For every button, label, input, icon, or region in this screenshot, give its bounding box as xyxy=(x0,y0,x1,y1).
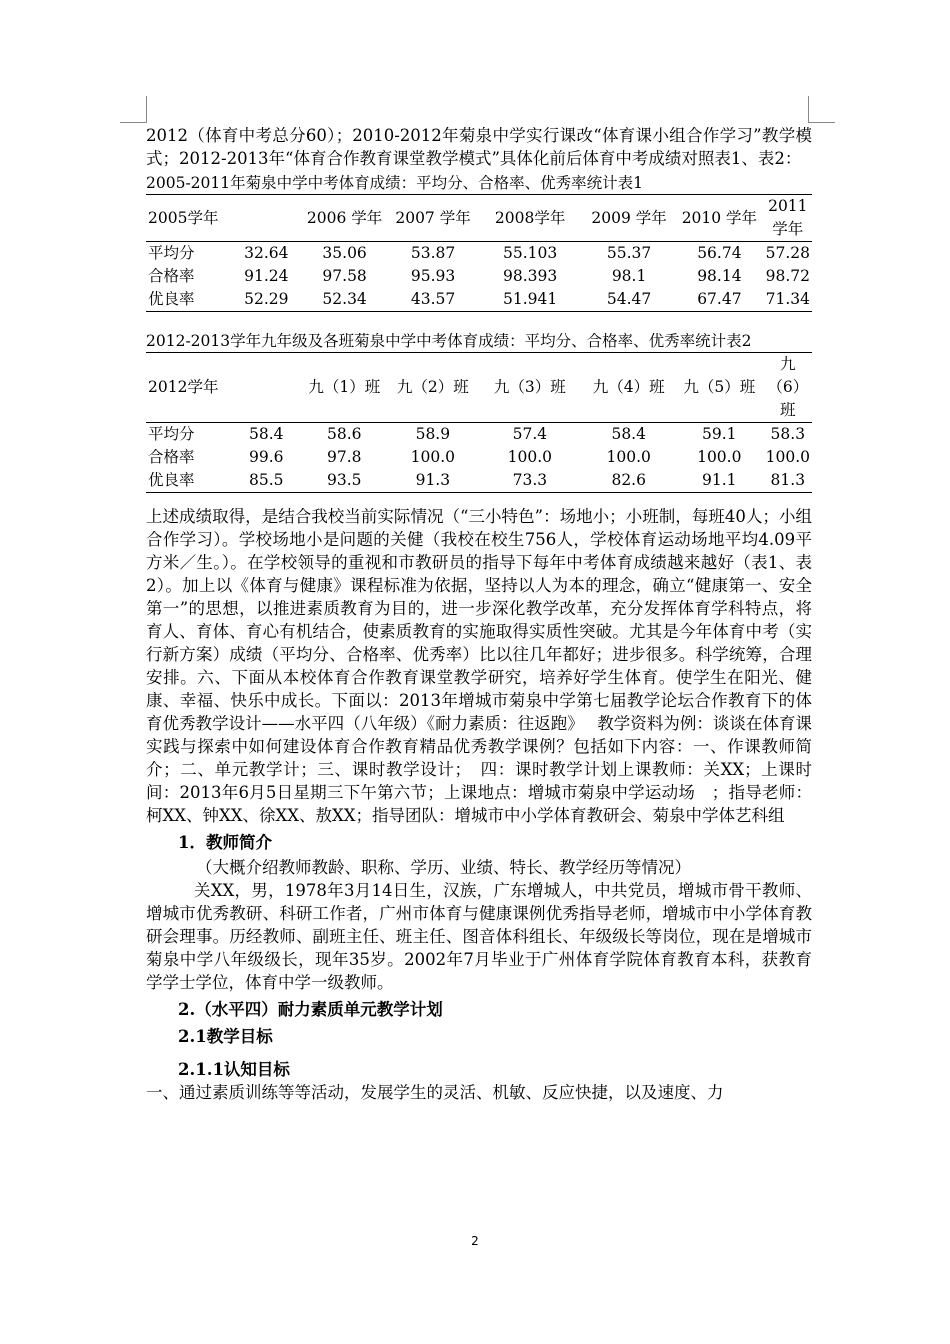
table-cell: 98.72 xyxy=(765,267,810,285)
table-row xyxy=(146,265,812,288)
table-cell: 52.34 xyxy=(300,288,388,312)
table1-header-cell: 2005学年 xyxy=(146,195,232,242)
table-cell: 58.4 xyxy=(611,425,646,443)
table2-caption: 2012-2013学年九年级及各班菊泉中学中考体育成绩：平均分、合格率、优秀率统计表2 xyxy=(146,332,752,350)
table-cell: 57.4 xyxy=(512,425,548,443)
table-cell: 91.1 xyxy=(675,469,764,493)
table-cell: 52.29 xyxy=(232,288,300,312)
body-paragraph: 上述成绩取得，是结合我校当前实际情况（“三小特色”：场地小；小班制，每班40人；小组合作学习）。学校场地小是问题的关健（我校在校生756人，学校体育运动场地平均4.09平方米／生。）。在学校领导的重视和市教研员的指导下每年中考体育成绩越来越好（表1、表2）。加上以《体育与健康》课程标准为依据，坚持以人为本的理念，确立“健康第一、安全第一”的思想，以推进素质教育为目的，进一步深化教学改革，充分发挥体育学科特点，将育人、育体、育心有机结合，使素质教育的实施取得实质性突破。尤其是今年体育中考（实行新方案）成绩（平均分、合格率、优秀率）比以往几年都好；进步很多。科学统筹，合理安排。六、下面从本校体育合作教育课堂教学研究，培养好学生体育。使学生在阳光、健康、幸福、快乐中成长。下面以：2013年增城市菊泉中学第七届教学论坛合作教育下的体育优秀教学设计——水平四（八年级）《耐力素质：往返跑》 教学资料为例：谈谈在体育课实践与探索中如何建设体育合作教育精品优秀教学课例？包括如下内容：一、作课教师简介；二、单元教学计；三、课时教学设计； 四：课时教学计划上课教师：关XX；上课时间：2013年6月5日星期三下午第六节；上课地点：增城市菊泉中学运动场 ；指导老师：柯XX、钟XX、徐XX、敖XX；指导团队：增城市中小学体育教研会、菊泉中学体艺科组 xyxy=(146,507,812,825)
section1-heading: 1．教师简介 xyxy=(178,833,272,852)
table-cell: 93.5 xyxy=(300,469,388,493)
section2-heading: 2.（水平四）耐力素质单元教学计划 xyxy=(178,1000,443,1019)
teacher-bio: 关XX，男，1978年3月14日生，汉族，广东增城人，中共党员，增城市骨干教师、增城市优秀教研、科研工作者，广州市体育与健康课例优秀指导老师，增城市中小学体育教研会理事。历经教师、副班主任、班主任、图音体科组长、年级级长等岗位，现在是增城市菊泉中学八年级级长，现年35岁。2002年7月毕业于广州体育学院体育教育本科，获教育学学士学位，体育中学一级教师。 xyxy=(146,881,812,992)
intro-paragraph: 2012（体育中考总分60）；2010-2012年菊泉中学实行课改“体育课小组合作学习”教学模式；2012-2013年“体育合作教育课堂教学模式”具体化前后体育中考成绩对照表1、表2： xyxy=(146,126,812,168)
table-cell: 97.8 xyxy=(327,448,362,466)
section2-sub2-heading: 2.1.1认知目标 xyxy=(178,1060,290,1079)
table-row xyxy=(146,446,812,469)
table-cell: 99.6 xyxy=(249,448,284,466)
table-cell: 43.57 xyxy=(389,288,477,312)
table1-header-cell xyxy=(232,195,300,242)
table1 xyxy=(146,194,812,312)
table-cell: 平均分 xyxy=(148,425,195,443)
table-cell: 35.06 xyxy=(322,244,367,262)
page-content xyxy=(146,124,812,1104)
table2-header-cell: 九（3）班 xyxy=(477,353,582,423)
table-cell: 91.3 xyxy=(389,469,478,493)
table-cell: 54.47 xyxy=(583,288,675,312)
table2-header-cell: 九（5）班 xyxy=(675,353,764,423)
crop-mark-top-left xyxy=(120,96,147,123)
table-row xyxy=(146,242,812,266)
section1-note: （大概介绍教师教龄、职称、学历、业绩、特长、教学经历等情况） xyxy=(196,858,691,877)
table-cell: 100.0 xyxy=(606,448,651,466)
table1-caption: 2005-2011年菊泉中学中考体育成绩：平均分、合格率、优秀率统计表1 xyxy=(146,174,643,192)
table-row xyxy=(146,469,812,493)
table-cell: 58.9 xyxy=(415,425,451,443)
table2 xyxy=(146,352,812,493)
table2-header-cell xyxy=(232,353,300,423)
table2-header-cell: 九（6）班 xyxy=(764,353,812,423)
table-cell: 合格率 xyxy=(148,267,195,285)
table-cell: 53.87 xyxy=(410,244,456,262)
table-cell: 98.14 xyxy=(697,267,742,285)
table2-header-cell: 九（1）班 xyxy=(300,353,388,423)
table1-header-cell: 2006 学年 xyxy=(300,195,388,242)
page-number: 2 xyxy=(471,1234,479,1248)
table-cell: 58.4 xyxy=(249,425,284,443)
table-cell: 71.34 xyxy=(764,288,812,312)
table-row xyxy=(146,423,812,447)
table-cell: 73.3 xyxy=(477,469,582,493)
table-cell: 合格率 xyxy=(148,448,195,466)
table-cell: 82.6 xyxy=(583,469,675,493)
table-cell: 100.0 xyxy=(410,448,456,466)
table2-header-row xyxy=(146,353,812,423)
table2-header-cell: 九（4）班 xyxy=(583,353,675,423)
table-cell: 100.0 xyxy=(765,448,810,466)
table2-header-cell: 九（2）班 xyxy=(389,353,478,423)
section2-sub1-heading: 2.1教学目标 xyxy=(178,1027,273,1046)
table-cell: 平均分 xyxy=(148,244,195,262)
table-cell: 67.47 xyxy=(675,288,764,312)
table-cell: 32.64 xyxy=(244,244,289,262)
table-cell: 56.74 xyxy=(697,244,742,262)
table-cell: 100.0 xyxy=(697,448,742,466)
section2-text: 一、通过素质训练等等活动，发展学生的灵活、机敏、反应快捷，以及速度、力 xyxy=(146,1083,724,1102)
table-cell: 98.393 xyxy=(503,267,558,285)
table-cell: 58.3 xyxy=(770,425,806,443)
table-cell: 58.6 xyxy=(327,425,362,443)
crop-mark-top-right xyxy=(808,96,835,123)
table-cell: 98.1 xyxy=(611,267,647,285)
table1-header-cell: 2008学年 xyxy=(477,195,583,242)
table-cell: 51.941 xyxy=(477,288,583,312)
table1-header-cell: 2007 学年 xyxy=(389,195,477,242)
table-cell: 81.3 xyxy=(764,469,812,493)
table-cell: 55.103 xyxy=(503,244,558,262)
table-cell: 57.28 xyxy=(765,244,810,262)
table-cell: 95.93 xyxy=(410,267,456,285)
table-cell: 55.37 xyxy=(606,244,652,262)
table-cell: 优良率 xyxy=(146,288,232,312)
table1-header-cell: 2009 学年 xyxy=(583,195,675,242)
table-cell: 91.24 xyxy=(244,267,289,285)
table-cell: 97.58 xyxy=(322,267,367,285)
table-cell: 优良率 xyxy=(146,469,232,493)
table2-header-cell: 2012学年 xyxy=(146,353,232,423)
table-cell: 59.1 xyxy=(702,425,737,443)
table-row xyxy=(146,288,812,312)
table1-header-cell: 2010 学年 xyxy=(675,195,764,242)
table-cell: 100.0 xyxy=(507,448,553,466)
table1-header-cell: 2011学年 xyxy=(764,195,812,242)
table-cell: 85.5 xyxy=(232,469,300,493)
table1-header-row xyxy=(146,195,812,242)
